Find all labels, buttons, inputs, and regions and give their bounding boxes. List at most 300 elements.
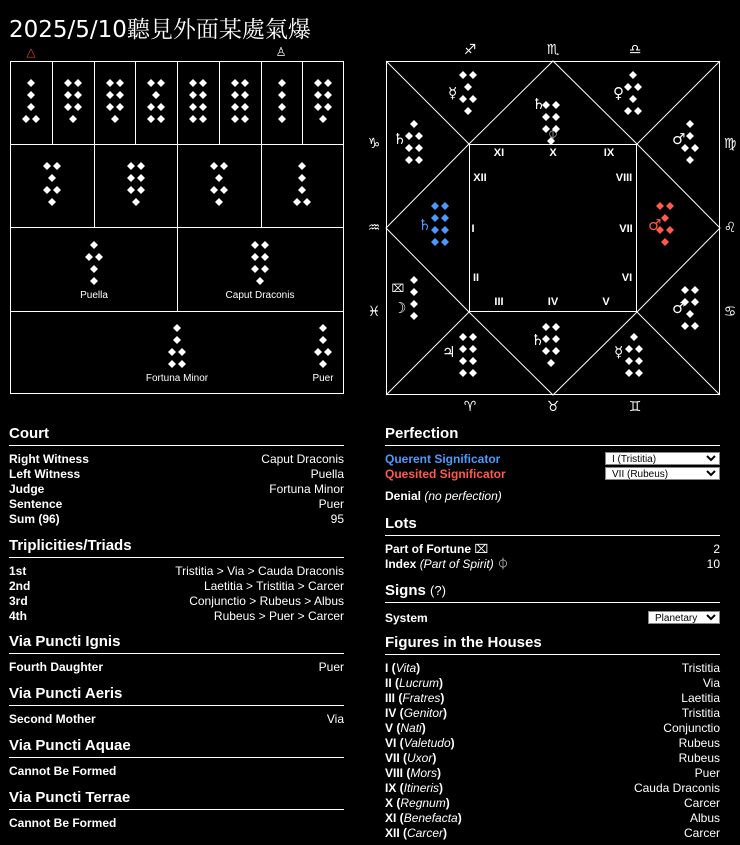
figure-point bbox=[147, 103, 155, 111]
left-witness-label: Puella bbox=[80, 290, 108, 301]
court-value: 95 bbox=[330, 512, 344, 526]
figure-point bbox=[686, 120, 694, 128]
figure-point bbox=[431, 226, 439, 234]
figure-point bbox=[459, 345, 467, 353]
figure-point bbox=[629, 95, 637, 103]
figure-point bbox=[431, 202, 439, 210]
via-aquae-heading: Via Puncti Aquae bbox=[9, 737, 344, 758]
figure-point bbox=[43, 186, 51, 194]
triplicity-label: 1st bbox=[9, 564, 27, 578]
house-figure: Tristitia bbox=[681, 706, 720, 720]
figure-point bbox=[168, 348, 176, 356]
house-numeral-3: III bbox=[494, 296, 504, 308]
house-number: X bbox=[385, 796, 394, 810]
via-aeris-value: Via bbox=[326, 712, 344, 726]
figure-point bbox=[686, 310, 694, 318]
court-label: Sum (96) bbox=[9, 512, 60, 526]
figure-point bbox=[666, 202, 674, 210]
figure-point bbox=[90, 265, 98, 273]
house-latin-name: Valetudo bbox=[403, 736, 451, 750]
planet-icon: ☿ bbox=[614, 343, 624, 361]
house-row bbox=[385, 796, 720, 811]
houses-section bbox=[385, 634, 720, 841]
figure-point bbox=[629, 71, 637, 79]
court-heading: Court bbox=[9, 425, 344, 446]
figure-point bbox=[241, 115, 249, 123]
system-select[interactable] bbox=[648, 611, 720, 624]
figure-point bbox=[319, 115, 327, 123]
house-row bbox=[385, 721, 720, 736]
via-aeris-section bbox=[9, 685, 344, 727]
figure-point bbox=[686, 156, 694, 164]
house-label: II (Lucrum) bbox=[385, 676, 444, 690]
figure-point bbox=[147, 115, 155, 123]
planet-icon: ♄ bbox=[531, 331, 545, 349]
house-row bbox=[385, 766, 720, 781]
cancer-icon: ♋ bbox=[723, 304, 737, 320]
house-number: IV bbox=[385, 706, 397, 720]
figure-point bbox=[127, 174, 135, 182]
house-label: VIII (Mors) bbox=[385, 766, 442, 780]
house-numeral-9: IX bbox=[603, 147, 615, 159]
house-numeral-1: I bbox=[471, 223, 475, 235]
figure-point bbox=[656, 202, 664, 210]
figure-point bbox=[634, 107, 642, 115]
figure-point bbox=[157, 103, 165, 111]
right-witness-label: Caput Draconis bbox=[225, 290, 295, 301]
geomantic-figure bbox=[459, 71, 477, 115]
figure-point bbox=[127, 186, 135, 194]
help-link[interactable]: (?) bbox=[430, 583, 446, 598]
figure-point bbox=[69, 115, 77, 123]
planet-icon: ☿ bbox=[448, 84, 458, 102]
triplicity-row bbox=[9, 579, 344, 594]
triplicity-row bbox=[9, 609, 344, 624]
triplicity-row bbox=[9, 564, 344, 579]
sagittarius-icon: ♐ bbox=[463, 42, 477, 58]
planet-icon: ♀ bbox=[613, 84, 624, 102]
pawn-icon: ♙ bbox=[275, 45, 287, 59]
house-latin-name: Itineris bbox=[403, 781, 440, 795]
figure-point bbox=[691, 322, 699, 330]
perfection-section bbox=[385, 425, 720, 504]
via-aeris-heading: Via Puncti Aeris bbox=[9, 685, 344, 706]
figure-point bbox=[27, 103, 35, 111]
figure-point bbox=[189, 91, 197, 99]
figure-point bbox=[173, 324, 181, 332]
triplicity-label: 3rd bbox=[9, 594, 28, 608]
geomantic-figure bbox=[624, 71, 642, 115]
figure-point bbox=[635, 357, 643, 365]
via-aquae-section bbox=[9, 737, 344, 779]
figure-point bbox=[231, 91, 239, 99]
figure-point bbox=[278, 115, 286, 123]
house-label: III (Fratres) bbox=[385, 691, 445, 705]
court-label: Sentence bbox=[9, 497, 63, 511]
via-ignis-value: Puer bbox=[318, 660, 344, 674]
house-latin-name: Nati bbox=[400, 721, 422, 735]
figure-point bbox=[74, 91, 82, 99]
house-numeral-10: X bbox=[549, 147, 557, 159]
figure-point bbox=[74, 103, 82, 111]
figure-point bbox=[231, 115, 239, 123]
court-section bbox=[9, 425, 344, 527]
figure-point bbox=[173, 336, 181, 344]
house-numeral-12: XII bbox=[473, 172, 487, 184]
lots-heading: Lots bbox=[385, 515, 720, 536]
figure-point bbox=[278, 103, 286, 111]
figure-point bbox=[630, 333, 638, 341]
figure-point bbox=[116, 79, 124, 87]
geomantic-figure bbox=[127, 162, 145, 206]
figure-point bbox=[691, 298, 699, 306]
capricorn-icon: ♑ bbox=[367, 136, 381, 152]
figure-point bbox=[625, 357, 633, 365]
house-row bbox=[385, 691, 720, 706]
figure-point bbox=[64, 91, 72, 99]
triplicity-value: Tristitia > Via > Cauda Draconis bbox=[175, 564, 344, 578]
fire-sign-icon: △ bbox=[26, 45, 36, 59]
virgo-icon: ♍ bbox=[723, 136, 737, 152]
figure-point bbox=[625, 369, 633, 377]
figure-point bbox=[261, 253, 269, 261]
figure-point bbox=[314, 348, 322, 356]
figure-point bbox=[624, 107, 632, 115]
figure-point bbox=[552, 323, 560, 331]
house-figure: Albus bbox=[689, 811, 720, 825]
figure-point bbox=[410, 300, 418, 308]
geomantic-figure bbox=[231, 79, 249, 123]
triplicity-value: Laetitia > Tristitia > Carcer bbox=[203, 579, 344, 593]
figure-point bbox=[634, 83, 642, 91]
house-latin-name: Carcer bbox=[407, 826, 444, 840]
figure-point bbox=[319, 336, 327, 344]
court-row bbox=[9, 512, 344, 527]
via-ignis-section bbox=[9, 633, 344, 675]
house-label: XII (Carcer) bbox=[385, 826, 448, 840]
houses-heading: Figures in the Houses bbox=[385, 634, 720, 655]
figure-point bbox=[464, 107, 472, 115]
figure-point bbox=[552, 347, 560, 355]
house-figure: Rubeus bbox=[678, 751, 720, 765]
figure-point bbox=[106, 103, 114, 111]
figure-point bbox=[48, 198, 56, 206]
spirit-marker-icon: ⏀ bbox=[547, 128, 559, 141]
triplicity-label: 2nd bbox=[9, 579, 31, 593]
figure-point bbox=[220, 186, 228, 194]
aries-icon: ♈ bbox=[463, 399, 477, 415]
scorpio-icon: ♏ bbox=[546, 42, 560, 58]
figure-point bbox=[116, 103, 124, 111]
house-number: II bbox=[385, 676, 392, 690]
denial-note: (no perfection) bbox=[424, 489, 502, 503]
figure-point bbox=[231, 103, 239, 111]
figure-point bbox=[459, 71, 467, 79]
figure-point bbox=[410, 312, 418, 320]
house-latin-name: Regnum bbox=[400, 796, 446, 810]
shield-chart bbox=[0, 40, 350, 400]
house-figure: Tristitia bbox=[681, 661, 720, 675]
house-chart bbox=[360, 40, 740, 420]
figure-point bbox=[314, 79, 322, 87]
court-value: Caput Draconis bbox=[261, 452, 344, 466]
figure-point bbox=[415, 156, 423, 164]
figure-point bbox=[661, 238, 669, 246]
figure-point bbox=[691, 144, 699, 152]
spirit-icon: ⏀ bbox=[497, 557, 510, 571]
figure-point bbox=[319, 360, 327, 368]
figure-point bbox=[27, 91, 35, 99]
figure-point bbox=[111, 115, 119, 123]
figure-point bbox=[415, 132, 423, 140]
figure-point bbox=[215, 198, 223, 206]
figure-point bbox=[431, 214, 439, 222]
geomantic-figure bbox=[251, 241, 269, 285]
house-number: IX bbox=[385, 781, 397, 795]
figure-point bbox=[552, 101, 560, 109]
figure-point bbox=[251, 253, 259, 261]
house-number: III bbox=[385, 691, 396, 705]
geomantic-figure bbox=[542, 323, 560, 367]
figure-point bbox=[459, 357, 467, 365]
index-label: Index bbox=[385, 557, 417, 571]
figure-point bbox=[199, 115, 207, 123]
figure-point bbox=[469, 71, 477, 79]
system-label: System bbox=[385, 611, 428, 625]
figure-point bbox=[32, 115, 40, 123]
figure-point bbox=[178, 348, 186, 356]
via-ignis-label: Fourth Daughter bbox=[9, 660, 103, 674]
quesited-label: Quesited Significator bbox=[385, 467, 506, 481]
house-latin-name: Lucrum bbox=[399, 676, 440, 690]
house-numeral-2: II bbox=[472, 272, 480, 284]
figure-point bbox=[324, 348, 332, 356]
figure-point bbox=[95, 253, 103, 261]
figure-point bbox=[464, 83, 472, 91]
fortune-value: 2 bbox=[713, 542, 720, 556]
house-number: XI bbox=[385, 811, 397, 825]
figure-point bbox=[441, 226, 449, 234]
figure-point bbox=[410, 276, 418, 284]
geomantic-figure bbox=[189, 79, 207, 123]
figure-point bbox=[261, 241, 269, 249]
figure-point bbox=[459, 333, 467, 341]
signs-section bbox=[385, 582, 720, 626]
figure-point bbox=[441, 214, 449, 222]
figure-point bbox=[74, 79, 82, 87]
figure-point bbox=[410, 120, 418, 128]
figure-point bbox=[324, 91, 332, 99]
libra-icon: ♎ bbox=[628, 42, 642, 58]
figure-point bbox=[251, 241, 259, 249]
triplicities-heading: Triplicities/Triads bbox=[9, 537, 344, 558]
figure-point bbox=[241, 91, 249, 99]
planet-icon: ♄ bbox=[418, 216, 432, 234]
geomantic-figure bbox=[22, 79, 40, 123]
figure-point bbox=[441, 238, 449, 246]
house-numeral-6: VI bbox=[621, 272, 633, 284]
figure-point bbox=[624, 83, 632, 91]
figure-point bbox=[43, 162, 51, 170]
house-figure: Carcer bbox=[683, 826, 720, 840]
querent-label: Querent Significator bbox=[385, 452, 501, 466]
figure-point bbox=[625, 345, 633, 353]
house-row bbox=[385, 661, 720, 676]
lots-section bbox=[385, 515, 720, 572]
querent-select[interactable] bbox=[605, 452, 720, 465]
house-label: VI (Valetudo) bbox=[385, 736, 455, 750]
fortune-icon: ⌧ bbox=[474, 542, 489, 556]
house-numeral-5: V bbox=[602, 296, 610, 308]
figure-point bbox=[215, 174, 223, 182]
house-latin-name: Mors bbox=[410, 766, 438, 780]
house-number: VIII bbox=[385, 766, 404, 780]
court-label: Left Witness bbox=[9, 467, 81, 481]
geomantic-figure bbox=[314, 79, 332, 123]
via-aquae-label: Cannot Be Formed bbox=[9, 764, 117, 778]
figure-point bbox=[635, 345, 643, 353]
figure-point bbox=[314, 91, 322, 99]
signs-heading: Signs bbox=[385, 582, 426, 599]
geomantic-figure bbox=[43, 162, 61, 206]
geomantic-figure bbox=[314, 324, 332, 368]
house-label: I (Vita) bbox=[385, 661, 421, 675]
figure-point bbox=[106, 91, 114, 99]
via-ignis-heading: Via Puncti Ignis bbox=[9, 633, 344, 654]
figure-point bbox=[132, 198, 140, 206]
page-title: 2025/5/10聽見外面某處氣爆 bbox=[9, 17, 311, 43]
planet-icon: ♂ bbox=[648, 216, 662, 234]
figure-point bbox=[48, 174, 56, 182]
house-numeral-8: VIII bbox=[615, 172, 633, 184]
geomantic-figure bbox=[410, 276, 418, 320]
house-row bbox=[385, 826, 720, 841]
figure-point bbox=[405, 156, 413, 164]
house-latin-name: Benefacta bbox=[403, 811, 458, 825]
figure-point bbox=[278, 91, 286, 99]
house-figure: Laetitia bbox=[681, 691, 720, 705]
figure-point bbox=[137, 174, 145, 182]
figure-point bbox=[53, 162, 61, 170]
house-row bbox=[385, 751, 720, 766]
geomantic-figure bbox=[106, 79, 124, 123]
house-row bbox=[385, 706, 720, 721]
house-figure: Cauda Draconis bbox=[633, 781, 720, 795]
triplicity-row bbox=[9, 594, 344, 609]
figure-point bbox=[459, 369, 467, 377]
planet-icon: ♂ bbox=[672, 299, 686, 317]
taurus-icon: ♉ bbox=[546, 399, 560, 415]
figure-point bbox=[189, 115, 197, 123]
planet-icon: ♄ bbox=[532, 95, 546, 113]
house-number: V bbox=[385, 721, 394, 735]
house-latin-name: Genitor bbox=[403, 706, 444, 720]
planet-icon: ☽ bbox=[393, 299, 407, 317]
figure-point bbox=[106, 79, 114, 87]
geomantic-figure bbox=[405, 120, 423, 164]
house-numeral-7: VII bbox=[619, 223, 633, 235]
house-label: VII (Uxor) bbox=[385, 751, 437, 765]
court-row bbox=[9, 452, 344, 467]
house-label: IV (Genitor) bbox=[385, 706, 448, 720]
house-row bbox=[385, 811, 720, 826]
figure-point bbox=[137, 186, 145, 194]
figure-point bbox=[303, 198, 311, 206]
court-label: Right Witness bbox=[9, 452, 89, 466]
house-figure: Conjunctio bbox=[663, 721, 720, 735]
geomantic-figure bbox=[459, 333, 477, 377]
figure-point bbox=[157, 79, 165, 87]
house-row bbox=[385, 736, 720, 751]
figure-point bbox=[251, 265, 259, 273]
figure-point bbox=[116, 91, 124, 99]
house-number: XII bbox=[385, 826, 400, 840]
figure-point bbox=[152, 91, 160, 99]
figure-point bbox=[293, 198, 301, 206]
figure-point bbox=[469, 333, 477, 341]
geomantic-figure bbox=[168, 324, 186, 368]
figure-point bbox=[298, 186, 306, 194]
quesited-select[interactable] bbox=[605, 467, 720, 480]
index-note: (Part of Spirit) bbox=[419, 557, 494, 571]
figure-point bbox=[469, 369, 477, 377]
figure-point bbox=[261, 265, 269, 273]
triplicity-value: Conjunctio > Rubeus > Albus bbox=[189, 594, 344, 608]
figure-point bbox=[90, 277, 98, 285]
figure-point bbox=[189, 79, 197, 87]
house-numeral-11: XI bbox=[493, 147, 505, 159]
house-number: I bbox=[385, 661, 389, 675]
house-label: IX (Itineris) bbox=[385, 781, 444, 795]
via-terrae-heading: Via Puncti Terrae bbox=[9, 789, 344, 810]
figure-point bbox=[210, 162, 218, 170]
triplicities-section bbox=[9, 537, 344, 624]
figure-point bbox=[53, 186, 61, 194]
via-aeris-label: Second Mother bbox=[9, 712, 96, 726]
perfection-heading: Perfection bbox=[385, 425, 720, 446]
geomantic-figure bbox=[293, 162, 311, 206]
figure-point bbox=[324, 103, 332, 111]
figure-point bbox=[314, 103, 322, 111]
figure-point bbox=[410, 288, 418, 296]
house-row bbox=[385, 676, 720, 691]
judge-label: Fortuna Minor bbox=[145, 373, 209, 384]
court-row bbox=[9, 482, 344, 497]
figure-point bbox=[178, 360, 186, 368]
figure-point bbox=[210, 186, 218, 194]
figure-point bbox=[256, 277, 264, 285]
figure-point bbox=[22, 115, 30, 123]
court-value: Puella bbox=[310, 467, 344, 481]
figure-point bbox=[552, 113, 560, 121]
figure-point bbox=[666, 226, 674, 234]
pisces-icon: ♓ bbox=[367, 304, 381, 320]
figure-point bbox=[137, 162, 145, 170]
figure-point bbox=[431, 238, 439, 246]
figure-point bbox=[278, 79, 286, 87]
geomantic-figure bbox=[147, 79, 165, 123]
court-row bbox=[9, 467, 344, 482]
figure-point bbox=[127, 162, 135, 170]
figure-point bbox=[241, 103, 249, 111]
geomantic-figure bbox=[64, 79, 82, 123]
geomantic-figure bbox=[431, 202, 449, 246]
figure-point bbox=[552, 335, 560, 343]
figure-point bbox=[199, 91, 207, 99]
figure-point bbox=[661, 214, 669, 222]
figure-point bbox=[686, 132, 694, 140]
figure-point bbox=[547, 359, 555, 367]
